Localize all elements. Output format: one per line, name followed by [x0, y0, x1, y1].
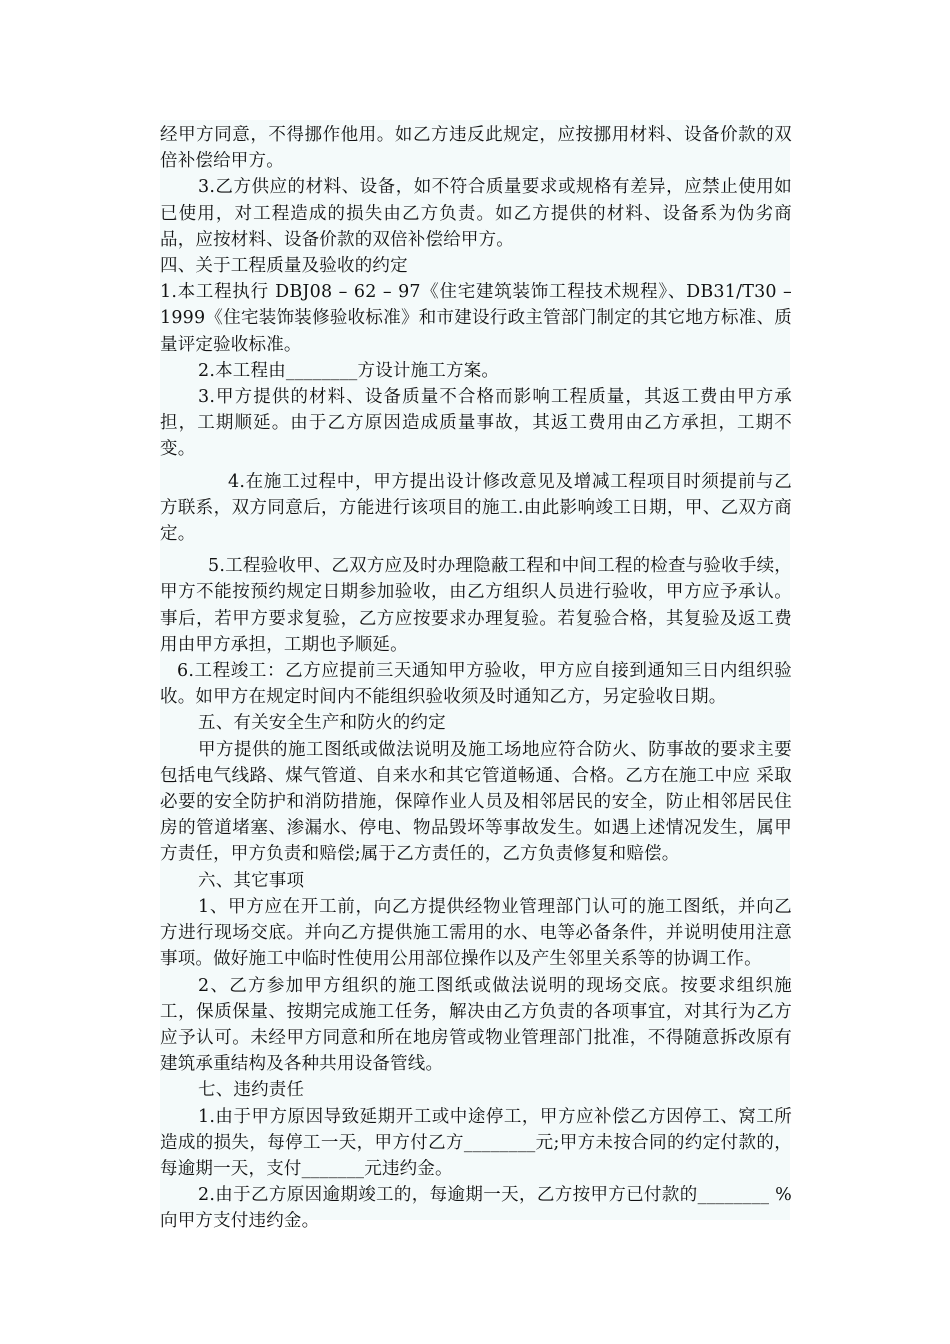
paragraph-breach-1-owner-delay: 1.由于甲方原因导致延期开工或中途停工，甲方应补偿乙方因停工、窝工所造成的损失，每停工一天，甲方付乙方________元;甲方未按合同的约定付款的，每逾期一天，支付_______元违约金。 — [160, 1106, 792, 1179]
paragraph-safety-requirements: 甲方提供的施工图纸或做法说明及施工场地应符合防火、防事故的要求主要包括电气线路、煤气管道、自来水和其它管道畅通、合格。乙方在施工中应 采取必要的安全防护和消防措施，保障作业人员及相邻居民的安全，防止相邻居民住房的管道堵塞、渗漏水、停电、物品毁坏等事故发生。如遇上述情况发生，属甲方责任，甲方负责和赔偿;属于乙方责任的，乙方负责修复和赔偿。 — [160, 739, 792, 865]
paragraph-clause-3-materials: 3.乙方供应的材料、设备，如不符合质量要求或规格有差异，应禁止使用如已使用，对工程造成的损失由乙方负责。如乙方提供的材料、设备系为伪劣商品，应按材料、设备价款的双倍补偿给甲方。 — [160, 177, 792, 250]
section-heading-breach-liability: 七、违约责任 — [198, 1080, 305, 1101]
paragraph-clause-1-standards: 1.本工程执行 DBJ08 – 62 – 97《住宅建筑装饰工程技术规程》、DB31/T30 –1999《住宅装饰装修验收标准》和市建设行政主管部门制定的其它地方标准、质量评定验收标准。 — [160, 282, 792, 355]
paragraph-clause-4-modification: 4.在施工过程中，甲方提出设计修改意见及增减工程项目时须提前与乙方联系，双方同意后，方能进行该项目的施工.由此影响竣工日期，甲、乙双方商定。 — [160, 471, 792, 545]
paragraph-material-misuse-end: 经甲方同意，不得挪作他用。如乙方违反此规定，应按挪用材料、设备价款的双倍补偿给甲方。 — [160, 125, 792, 172]
section-heading-other-matters: 六、其它事项 — [198, 870, 305, 891]
paragraph-breach-2-contractor-delay: 2.由于乙方原因逾期竣工的，每逾期一天，乙方按甲方已付款的________ %向甲方支付违约金。 — [160, 1185, 792, 1232]
paragraph-clause-5-acceptance: 5.工程验收甲、乙双方应及时办理隐蔽工程和中间工程的检查与验收手续，甲方不能按预约规定日期参加验收，由乙方组织人员进行验收，甲方应予承认。事后，若甲方要求复验，乙方应按要求办理复验。若复验合格，其复验及返工费用由甲方承担，工期也予顺延。 — [160, 556, 792, 655]
section-heading-safety-fire: 五、有关安全生产和防火的约定 — [198, 713, 446, 734]
paragraph-clause-2-design: 2.本工程由________方设计施工方案。 — [198, 360, 500, 381]
contract-document-body — [160, 122, 792, 1235]
paragraph-other-2-contractor-duties: 2、乙方参加甲方组织的施工图纸或做法说明的现场交底。按要求组织施工，保质保量、按期完成施工任务，解决由乙方负责的各项事宜，对其行为乙方应予认可。未经甲方同意和所在地房管或物业管理部门批准，不得随意拆改原有建筑承重结构及各种共用设备管线。 — [160, 975, 792, 1075]
paragraph-clause-3-quality: 3.甲方提供的材料、设备质量不合格而影响工程质量，其返工费由甲方承担，工期顺延。由于乙方原因造成质量事故，其返工费用由乙方承担，工期不变。 — [160, 387, 792, 460]
paragraph-other-1-owner-duties: 1、甲方应在开工前，向乙方提供经物业管理部门认可的施工图纸，并向乙方进行现场交底。并向乙方提供施工需用的水、电等必备条件，并说明使用注意事项。做好施工中临时性使用公用部位操作以及产生邻里关系等的协调工作。 — [160, 896, 792, 970]
paragraph-clause-6-completion: 6.工程竣工：乙方应提前三天通知甲方验收，甲方应自接到通知三日内组织验收。如甲方在规定时间内不能组织验收须及时通知乙方，另定验收日期。 — [160, 661, 792, 708]
section-heading-quality-acceptance: 四、关于工程质量及验收的约定 — [160, 256, 408, 277]
